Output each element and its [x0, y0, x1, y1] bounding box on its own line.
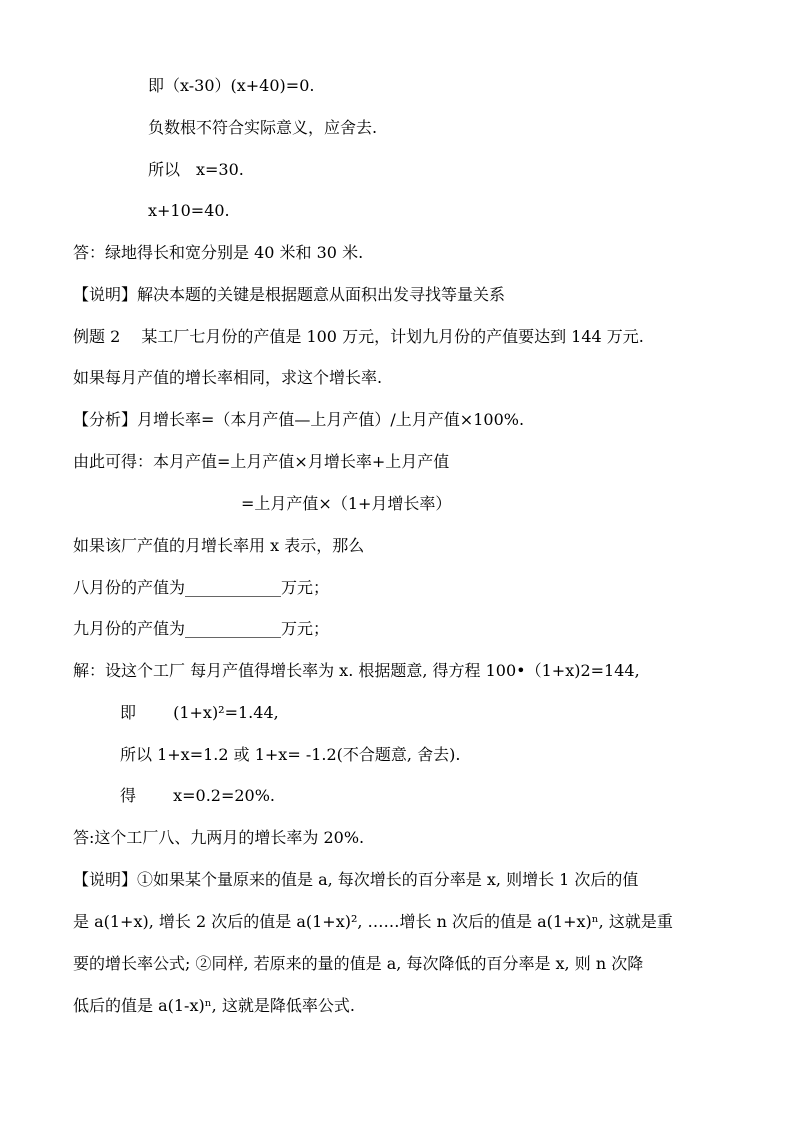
- answer-1: 答：绿地得长和宽分别是 40 米和 30 米.: [73, 243, 364, 262]
- example-2-statement: 例题 2 某工厂七月份的产值是 100 万元，计划九月份的产值要达到 144 万元.: [73, 327, 644, 346]
- explanation-2-line-3: 要的增长率公式; ②同样, 若原来的量的值是 a, 每次降低的百分率是 x, 则 n 次降: [73, 954, 644, 973]
- example-2-question: 如果每月产值的增长率相同，求这个增长率.: [73, 368, 383, 387]
- solution-length: x+10=40.: [148, 201, 230, 220]
- solution-step-2: 所以 1+x=1.2 或 1+x= -1.2(不合题意, 舍去).: [120, 745, 461, 764]
- explanation-2-line-4: 低后的值是 a(1-x)ⁿ, 这就是降低率公式.: [73, 996, 355, 1015]
- solution-setup: 解：设这个工厂 每月产值得增长率为 x. 根据题意, 得方程 100•（1+x)2=144,: [73, 661, 640, 680]
- august-output-blank: 八月份的产值为____________万元；: [73, 578, 330, 597]
- equation-factored: 即（x-30）(x+40)=0.: [148, 76, 315, 95]
- reject-negative-root: 负数根不符合实际意义，应舍去.: [148, 118, 378, 137]
- answer-2: 答:这个工厂八、九两月的增长率为 20%.: [73, 828, 365, 847]
- let-x-statement: 如果该厂产值的月增长率用 x 表示，那么: [73, 536, 365, 555]
- solution-step-1: 即 (1+x)²=1.44,: [120, 703, 279, 722]
- solution-x: 所以 x=30.: [148, 160, 244, 179]
- september-output-blank: 九月份的产值为____________万元；: [73, 619, 330, 638]
- explanation-1: 【说明】解决本题的关键是根据题意从面积出发寻找等量关系: [73, 285, 506, 304]
- explanation-2-line-2: 是 a(1+x), 增长 2 次后的值是 a(1+x)², ……增长 n 次后的值是 a(1+x)ⁿ, 这就是重: [73, 912, 673, 931]
- explanation-2-line-1: 【说明】①如果某个量原来的值是 a, 每次增长的百分率是 x, 则增长 1 次后的值: [73, 870, 639, 889]
- solution-step-3: 得 x=0.2=20%.: [120, 786, 276, 805]
- analysis-growth-rate: 【分析】月增长率=（本月产值—上月产值）/上月产值×100%.: [73, 410, 525, 429]
- analysis-derivation: 由此可得：本月产值=上月产值×月增长率+上月产值: [73, 452, 450, 471]
- analysis-derivation-cont: =上月产值×（1+月增长率）: [241, 494, 452, 513]
